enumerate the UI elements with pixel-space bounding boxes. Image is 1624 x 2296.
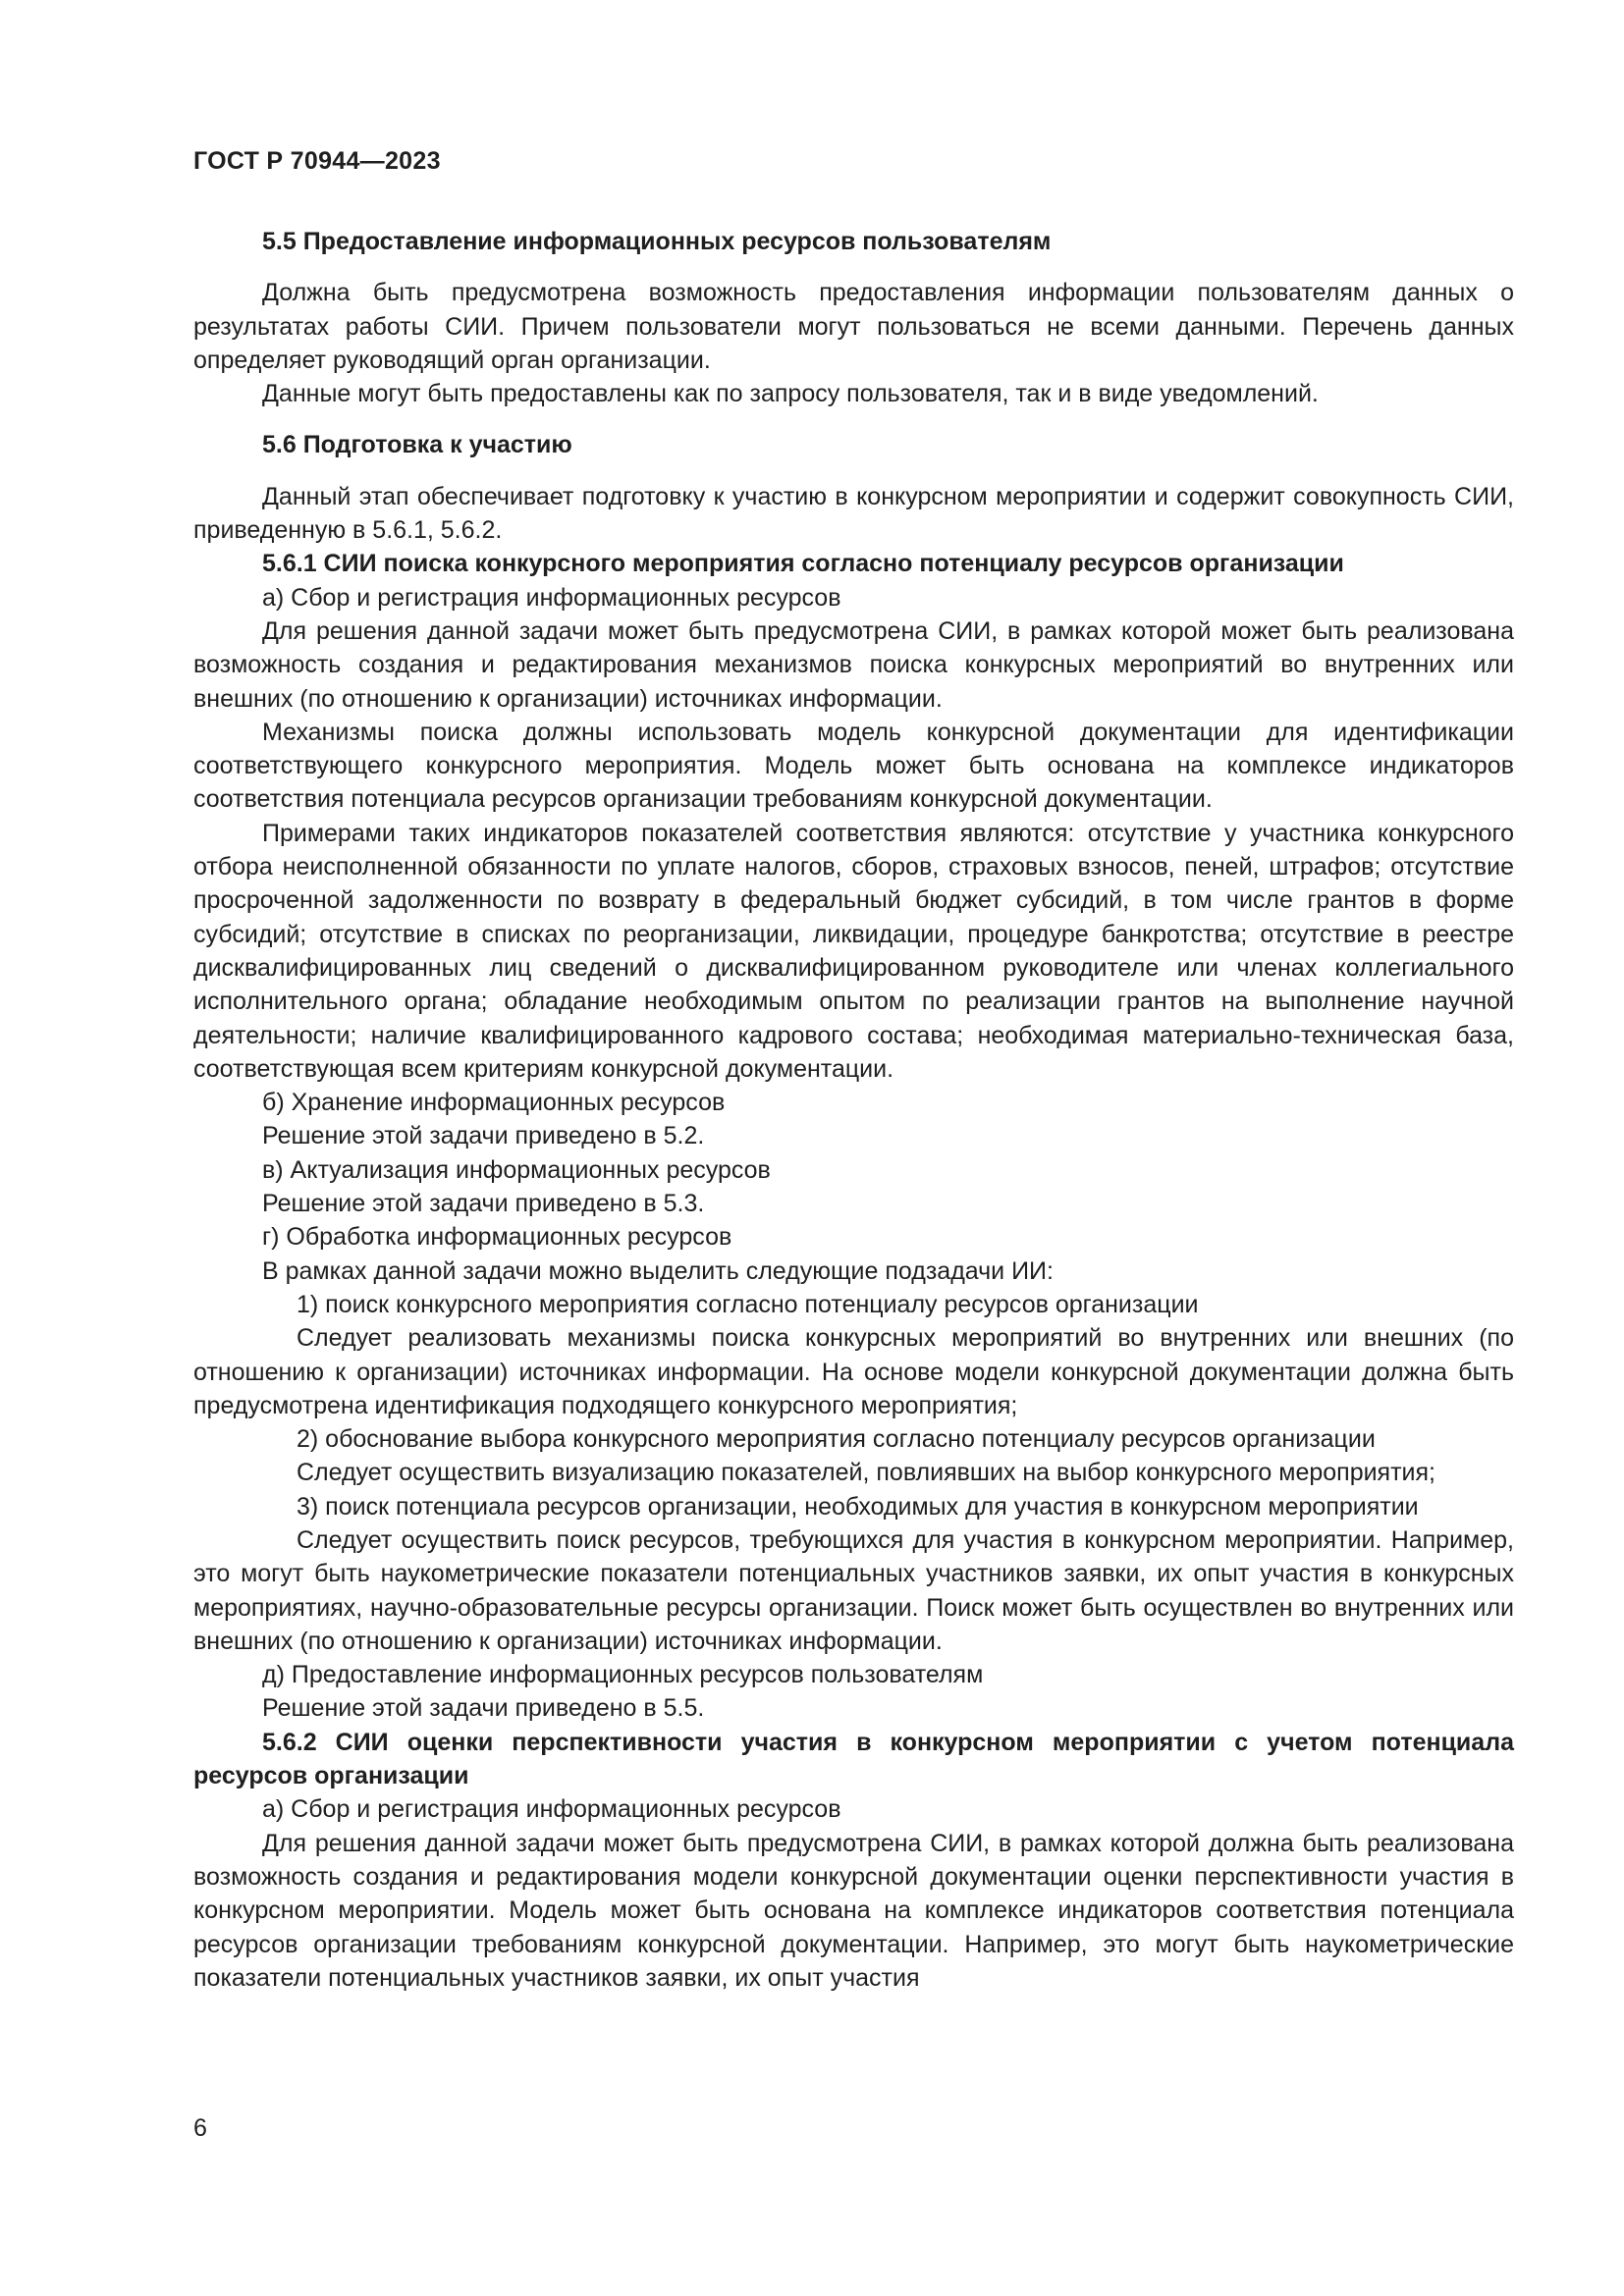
list-item-v: в) Актуализация информационных ресурсов <box>262 1155 771 1184</box>
sublist-item-3: 3) поиск потенциала ресурсов организации, необходимых для участия в конкурсном мероприятии <box>297 1492 1419 1521</box>
paragraph: Решение этой задачи приведено в 5.2. <box>262 1122 705 1150</box>
list-item-a: а) Сбор и регистрация информационных ресурсов <box>262 1795 841 1824</box>
sublist-item-2: 2) обоснование выбора конкурсного мероприятия согласно потенциалу ресурсов организации <box>297 1425 1376 1454</box>
paragraph: Для решения данной задачи может быть предусмотрена СИИ, в рамках которой должна быть реализована возможность создания и редактирования модели конкурсной документации оценки перспективности участия в конкурсном мероприятии. Модель может быть основана на комплексе индикаторов соответствия потенциала ресурсов организации требованиям конкурсной документации. Например, это могут быть наукометрические показатели потенциальных участников заявки, их опыт участия <box>193 1829 1514 1992</box>
document-page <box>193 0 1514 2296</box>
section-heading-5-6: 5.6 Подготовка к участию <box>262 431 572 459</box>
paragraph: Механизмы поиска должны использовать модель конкурсной документации для идентификации соответствующего конкурсного мероприятия. Модель может быть основана на комплексе индикаторов соответствия потенциала ресурсов организации требованиям конкурсной документации. <box>193 718 1514 814</box>
list-item-b: б) Хранение информационных ресурсов <box>262 1089 726 1117</box>
subsection-heading-5-6-1: 5.6.1 СИИ поиска конкурсного мероприятия согласно потенциалу ресурсов организации <box>262 550 1344 578</box>
section-heading-5-5: 5.5 Предоставление информационных ресурсов пользователям <box>262 228 1052 255</box>
subsection-heading-5-6-2: 5.6.2 СИИ оценки перспективности участия в конкурсном мероприятии с учетом потенциала ресурсов организации <box>193 1728 1514 1790</box>
paragraph: Должна быть предусмотрена возможность предоставления информации пользователям данных о результатах работы СИИ. Причем пользователи могут пользоваться не всеми данными. Перечень данных определяет руководящий орган организации. <box>193 279 1514 374</box>
paragraph: Следует осуществить поиск ресурсов, требующихся для участия в конкурсном мероприятии. Например, это могут быть наукометрические показатели потенциальных участников заявки, их опыт участия в конкурсных мероприятиях, научно-образовательные ресурсы организации. Поиск может быть осуществлен во внутренних или внешних (по отношению к организации) источниках информации. <box>193 1525 1514 1655</box>
paragraph: Данные могут быть предоставлены как по запросу пользователя, так и в виде уведомлений. <box>262 380 1319 408</box>
paragraph: Решение этой задачи приведено в 5.3. <box>262 1190 705 1218</box>
list-item-d: д) Предоставление информационных ресурсов пользователям <box>262 1661 984 1689</box>
page-number: 6 <box>193 2114 207 2142</box>
document-code-header: ГОСТ Р 70944—2023 <box>193 147 441 175</box>
paragraph: В рамках данной задачи можно выделить следующие подзадачи ИИ: <box>262 1256 1054 1285</box>
paragraph: Данный этап обеспечивает подготовку к участию в конкурсном мероприятии и содержит совокупность СИИ, приведенную в 5.6.1, 5.6.2. <box>193 482 1514 545</box>
list-item-a: а) Сбор и регистрация информационных ресурсов <box>262 583 841 612</box>
paragraph: Решение этой задачи приведено в 5.5. <box>262 1694 705 1723</box>
list-item-g: г) Обработка информационных ресурсов <box>262 1223 732 1252</box>
paragraph: Для решения данной задачи может быть предусмотрена СИИ, в рамках которой может быть реализована возможность создания и редактирования механизмов поиска конкурсных мероприятий во внутренних или внешних (по отношению к организации) источниках информации. <box>193 616 1514 713</box>
paragraph: Следует осуществить визуализацию показателей, повлиявших на выбор конкурсного мероприятия; <box>297 1459 1435 1487</box>
sublist-item-1: 1) поиск конкурсного мероприятия согласно потенциалу ресурсов организации <box>297 1290 1199 1318</box>
paragraph: Примерами таких индикаторов показателей соответствия являются: отсутствие у участника конкурсного отбора неисполненной обязанности по уплате налогов, сборов, страховых взносов, пеней, штрафов; отсутствие просроченной задолженности по возврату в федеральный бюджет субсидий, в том числе грантов в форме субсидий; отсутствие в списках по реорганизации, ликвидации, процедуре банкротства; отсутствие в реестре дисквалифицированных лиц сведений о дисквалифицированном руководителе или членах коллегиального исполнительного органа; обладание необходимым опытом по реализации грантов на выполнение научной деятельности; наличие квалифицированного кадрового состава; необходимая материально-техническая база, соответствующая всем критериям конкурсной документации. <box>193 819 1514 1083</box>
document-body <box>193 225 1514 1995</box>
paragraph: Следует реализовать механизмы поиска конкурсных мероприятий во внутренних или внешних (по отношению к организации) источниках информации. На основе модели конкурсной документации должна быть предусмотрена идентификация подходящего конкурсного мероприятия; <box>193 1324 1514 1419</box>
